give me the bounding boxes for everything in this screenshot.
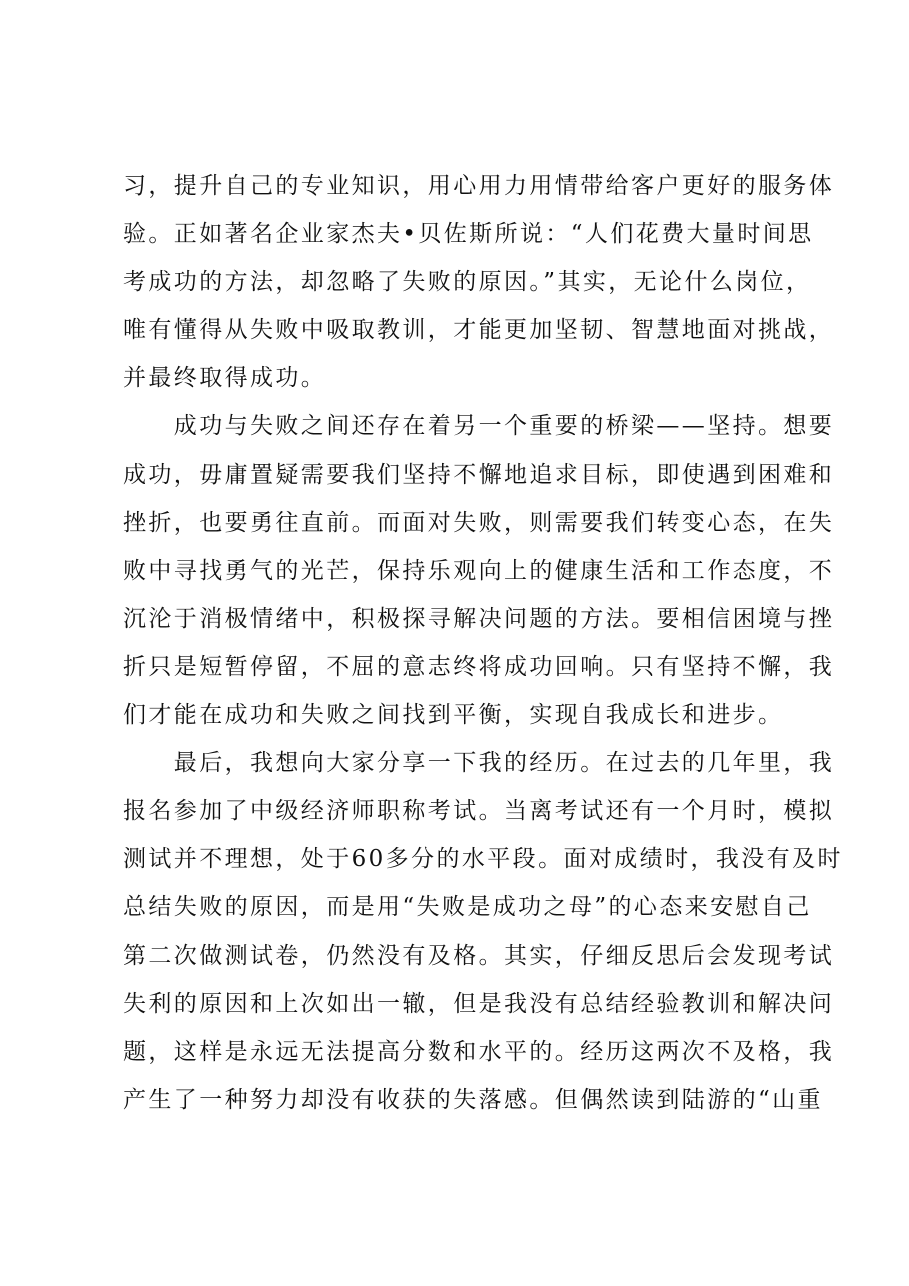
text-line: 总结失败的原因，而是用“失败是成功之母”的心态来安慰自己	[123, 894, 812, 921]
body-text	[123, 162, 843, 1124]
text-line: 折只是短暂停留，不屈的意志终将成功回响。只有坚持不懈，我	[123, 653, 835, 680]
text-line: 最后，我想向大家分享一下我的经历。在过去的几年里，我	[123, 750, 835, 777]
text-line: 题，这样是永远无法提高分数和水平的。经历这两次不及格，我	[123, 1038, 835, 1065]
text-line: 挫折，也要勇往直前。而面对失败，则需要我们转变心态，在失	[123, 509, 835, 536]
text-line: 报名参加了中级经济师职称考试。当离考试还有一个月时，模拟	[123, 798, 835, 825]
text-line: 习，提升自己的专业知识，用心用力用情带给客户更好的服务体	[123, 173, 835, 199]
text-line: 失利的原因和上次如出一辙，但是我没有总结经验教训和解决问	[123, 990, 835, 1017]
text-line: 并最终取得成功。	[123, 365, 327, 392]
text-line: 沉沦于消极情绪中，积极探寻解决问题的方法。要相信困境与挫	[123, 605, 835, 632]
text-line: 产生了一种努力却没有收获的失落感。但偶然读到陆游的“山重	[123, 1086, 823, 1113]
text-line: 们才能在成功和失败之间找到平衡，实现自我成长和进步。	[123, 702, 784, 729]
text-line: 成功，毋庸置疑需要我们坚持不懈地追求目标，即使遇到困难和	[123, 461, 835, 488]
text-line: 成功与失败之间还存在着另一个重要的桥梁——坚持。想要	[123, 413, 835, 440]
text-line: 败中寻找勇气的光芒，保持乐观向上的健康生活和工作态度，不	[123, 557, 835, 584]
text-line: 第二次做测试卷，仍然没有及格。其实，仔细反思后会发现考试	[123, 942, 835, 969]
text-line: 考成功的方法，却忽略了失败的原因。”其实，无论什么岗位，	[123, 269, 812, 296]
text-line: 测试并不理想，处于60多分的水平段。面对成绩时，我没有及时	[123, 846, 843, 873]
text-line: 唯有懂得从失败中吸取教训，才能更加坚韧、智慧地面对挑战，	[123, 317, 835, 344]
text-line: 验。正如著名企业家杰夫•贝佐斯所说：“人们花费大量时间思	[123, 221, 814, 248]
